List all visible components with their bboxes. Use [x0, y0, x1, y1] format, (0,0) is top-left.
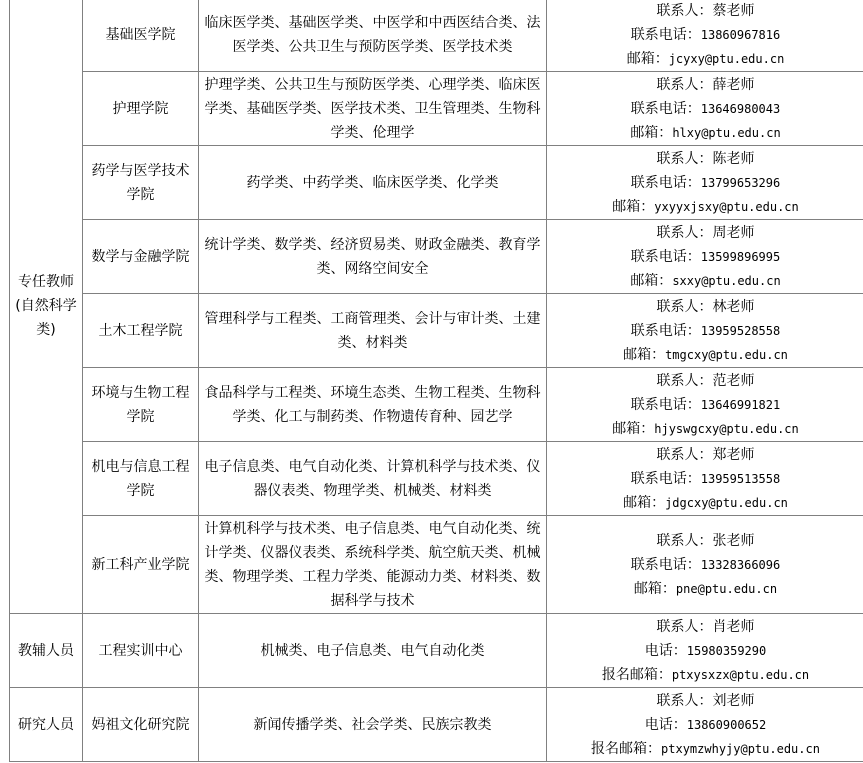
table-row	[10, 688, 863, 762]
contact-phone: 电话：13860900652	[644, 716, 767, 733]
unit-cell: 工程实训中心	[83, 614, 199, 688]
contact-cell	[547, 146, 863, 220]
table-row	[10, 614, 863, 688]
category-cell: 研究人员	[10, 688, 83, 762]
recruitment-table	[9, 0, 863, 762]
contact-phone: 联系电话：13328366096	[630, 556, 781, 573]
contact-person: 联系人：林老师	[656, 298, 755, 315]
contact-cell	[547, 688, 863, 762]
contact-email[interactable]: 邮箱：hlxy@ptu.edu.cn	[630, 124, 781, 141]
contact-email[interactable]: 邮箱：jdgcxy@ptu.edu.cn	[623, 494, 788, 511]
contact-phone: 联系电话：13959513558	[630, 470, 781, 487]
contact-phone: 联系电话：13646991821	[630, 396, 781, 413]
contact-person: 联系人：范老师	[656, 372, 755, 389]
contact-email[interactable]: 报名邮箱：ptxysxzx@ptu.edu.cn	[601, 666, 810, 683]
unit-cell: 护理学院	[83, 72, 199, 146]
contact-person: 联系人：蔡老师	[656, 2, 755, 19]
table-row	[10, 516, 863, 614]
contact-cell	[547, 72, 863, 146]
table-row	[10, 146, 863, 220]
contact-phone: 联系电话：13860967816	[630, 26, 781, 43]
contact-phone: 联系电话：13599896995	[630, 248, 781, 265]
table-row	[10, 442, 863, 516]
category-cell: 教辅人员	[10, 614, 83, 688]
unit-cell: 药学与医学技术学院	[83, 146, 199, 220]
majors-cell: 食品科学与工程类、环境生态类、生物工程类、生物科学类、化工与制药类、作物遗传育种、园艺学	[199, 368, 547, 442]
unit-cell: 机电与信息工程学院	[83, 442, 199, 516]
contact-person: 联系人：刘老师	[656, 692, 755, 709]
contact-person: 联系人：陈老师	[656, 150, 755, 167]
contact-person: 联系人：郑老师	[656, 446, 755, 463]
contact-cell	[547, 516, 863, 614]
majors-cell: 临床医学类、基础医学类、中医学和中西医结合类、法医学类、公共卫生与预防医学类、医学技术类	[199, 0, 547, 72]
contact-cell	[547, 220, 863, 294]
contact-email[interactable]: 邮箱：hjyswgcxy@ptu.edu.cn	[612, 420, 799, 437]
table-row	[10, 368, 863, 442]
contact-email[interactable]: 报名邮箱：ptxymzwhyjy@ptu.edu.cn	[591, 740, 820, 757]
majors-cell: 计算机科学与技术类、电子信息类、电气自动化类、统计学类、仪器仪表类、系统科学类、航空航天类、机械类、物理学类、工程力学类、能源动力类、材料类、数据科学与技术	[199, 516, 547, 614]
contact-person: 联系人：肖老师	[656, 618, 755, 635]
unit-cell: 数学与金融学院	[83, 220, 199, 294]
majors-cell: 机械类、电子信息类、电气自动化类	[199, 614, 547, 688]
unit-cell: 新工科产业学院	[83, 516, 199, 614]
contact-cell	[547, 614, 863, 688]
table-row	[10, 220, 863, 294]
contact-person: 联系人：周老师	[656, 224, 755, 241]
majors-cell: 电子信息类、电气自动化类、计算机科学与技术类、仪器仪表类、物理学类、机械类、材料类	[199, 442, 547, 516]
majors-cell: 药学类、中药学类、临床医学类、化学类	[199, 146, 547, 220]
contact-phone: 联系电话：13646980043	[630, 100, 781, 117]
majors-cell: 护理学类、公共卫生与预防医学类、心理学类、临床医学类、基础医学类、医学技术类、卫生管理类、生物科学类、伦理学	[199, 72, 547, 146]
contact-phone: 联系电话：13959528558	[630, 322, 781, 339]
unit-cell: 妈祖文化研究院	[83, 688, 199, 762]
contact-email[interactable]: 邮箱：pne@ptu.edu.cn	[633, 580, 778, 597]
majors-cell: 新闻传播学类、社会学类、民族宗教类	[199, 688, 547, 762]
contact-email[interactable]: 邮箱：sxxy@ptu.edu.cn	[630, 272, 781, 289]
table-row	[10, 294, 863, 368]
majors-cell: 管理科学与工程类、工商管理类、会计与审计类、土建类、材料类	[199, 294, 547, 368]
contact-email[interactable]: 邮箱：jcyxy@ptu.edu.cn	[626, 50, 785, 67]
unit-cell: 土木工程学院	[83, 294, 199, 368]
unit-cell: 基础医学院	[83, 0, 199, 72]
contact-cell	[547, 0, 863, 72]
category-cell: 专任教师(自然科学类)	[10, 0, 83, 614]
contact-person: 联系人：张老师	[656, 532, 755, 549]
majors-cell: 统计学类、数学类、经济贸易类、财政金融类、教育学类、网络空间安全	[199, 220, 547, 294]
contact-phone: 联系电话：13799653296	[630, 174, 781, 191]
contact-phone: 电话：15980359290	[644, 642, 767, 659]
table-row	[10, 0, 863, 72]
contact-email[interactable]: 邮箱：tmgcxy@ptu.edu.cn	[623, 346, 788, 363]
unit-cell: 环境与生物工程学院	[83, 368, 199, 442]
contact-person: 联系人：薛老师	[656, 76, 755, 93]
contact-cell	[547, 294, 863, 368]
table-row	[10, 72, 863, 146]
contact-cell	[547, 368, 863, 442]
contact-cell	[547, 442, 863, 516]
contact-email[interactable]: 邮箱：yxyyxjsxy@ptu.edu.cn	[612, 198, 799, 215]
